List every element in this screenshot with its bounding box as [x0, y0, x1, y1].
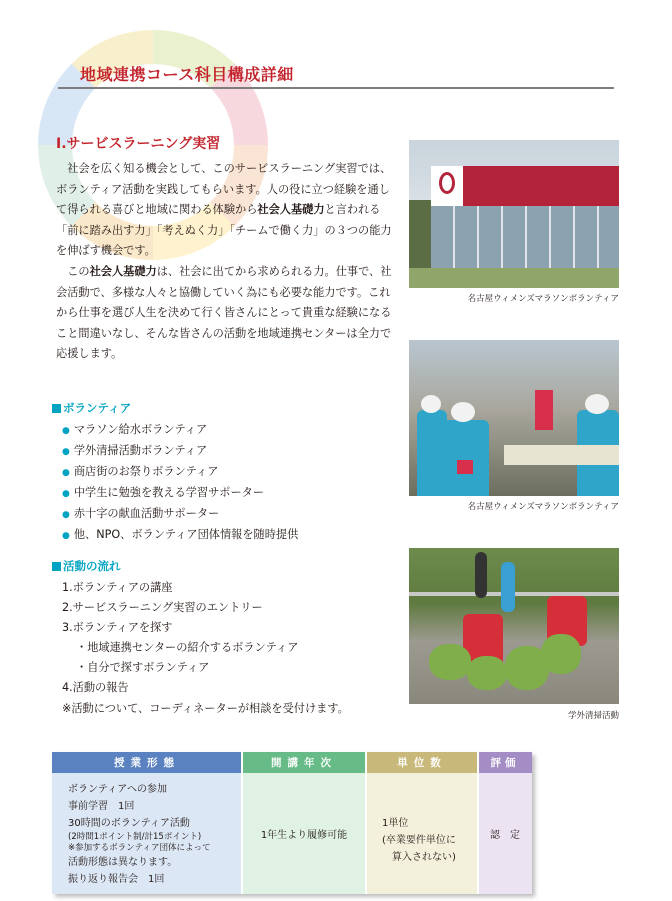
table-column-format [52, 752, 242, 894]
photo-cap [421, 395, 441, 413]
flow-heading-label: 活動の流れ [63, 559, 121, 573]
photo-trash-bag [541, 634, 581, 674]
table-column-year [242, 752, 366, 894]
bullet-dot-icon: ● [62, 510, 70, 521]
list-item [62, 504, 298, 525]
photo-armband [457, 460, 473, 474]
bullet-dot-icon: ● [62, 426, 70, 436]
credits-line: (卒業要件単位に [382, 835, 456, 846]
format-line-small: ※参加するボランティア団体によって [68, 843, 211, 853]
list-item [62, 462, 298, 483]
photo-caption-2: 名古屋ウィメンズマラソンボランティア [467, 502, 619, 512]
list-item [62, 483, 298, 504]
intro-paragraph-1 [56, 159, 396, 262]
photo-caption-1: 名古屋ウィメンズマラソンボランティア [467, 294, 619, 304]
photo-trash-bag [429, 644, 471, 680]
photo-glass-facade [431, 206, 619, 268]
format-line-small: (2時間1ポイント制/計15ポイント) [68, 832, 202, 842]
credits-line: 1単位 [382, 818, 409, 829]
marathon-volunteers-photo [409, 340, 619, 496]
photo-tree [409, 200, 433, 270]
table-header-credits: 単位数 [366, 752, 478, 773]
column-separator [365, 752, 367, 894]
table-header-year: 開講年次 [242, 752, 366, 773]
list-item-label: マラソン給水ボランティア [73, 423, 208, 436]
table-column-evaluation [478, 752, 532, 894]
table-column-credits [366, 752, 478, 894]
format-line: 事前学習 1回 [68, 801, 135, 812]
course-info-table [52, 752, 532, 894]
format-line: 30時間のボランティア活動 [68, 818, 190, 829]
flow-step: 1.ボランティアの講座 [62, 581, 173, 594]
bullet-dot-icon: ● [62, 447, 70, 458]
title-divider [58, 87, 614, 89]
flow-step: 3.ボランティアを探す [62, 621, 173, 635]
square-bullet-icon [52, 562, 61, 571]
list-item [62, 420, 298, 441]
volunteer-heading [52, 400, 131, 416]
table-cell-credits [366, 773, 478, 894]
flow-substep: ・地域連携センターの紹介するボランティア [76, 641, 299, 655]
table-header-format: 授業形態 [52, 752, 242, 773]
section-title: Ⅰ.サービスラーニング実習 [56, 136, 221, 152]
flow-step: 2.サービスラーニング実習のエントリー [62, 601, 263, 615]
intro-text [56, 159, 396, 365]
flow-list [62, 578, 349, 719]
credits-line: 算入されない) [392, 852, 456, 863]
volunteer-heading-label: ボランティア [63, 401, 132, 415]
intro-p2-text-b: は、社会に出てから求められる力。仕事で、社会活動で、多様な人々と協働していく為にも必要な能力です。これから仕事を選び人生を決めて行く皆さんにとって貴重な経験になること間違いなし、そんな皆さんの活動を地域連携センターは全力で応援します。 [56, 264, 392, 361]
list-item [62, 441, 298, 462]
format-line: ボランティアへの参加 [68, 784, 167, 795]
photo-caption-3: 学外清掃活動 [567, 711, 619, 721]
list-item-label: 赤十字の献血活動サポーター [73, 507, 220, 521]
flow-note: ※活動について、コーディネーターが相談を受付けます。 [62, 701, 349, 715]
bullet-dot-icon: ● [62, 468, 70, 479]
flow-step: 4.活動の報告 [62, 681, 129, 695]
year-value: 1年生より履修可能 [260, 830, 348, 841]
intro-p2-text-a: この [56, 264, 90, 278]
table-header-evaluation: 評価 [478, 752, 532, 773]
table-cell-year [242, 773, 366, 894]
list-item [62, 525, 298, 546]
page-title: 地域連携コース科目構成詳細 [80, 65, 294, 84]
photo-person-dark [475, 552, 487, 598]
photo-cap [585, 394, 609, 414]
square-bullet-icon [52, 404, 61, 413]
photo-volunteer [441, 420, 489, 496]
photo-trash-bag [467, 656, 507, 690]
photo-logo-mark [439, 172, 455, 194]
column-separator [477, 752, 479, 894]
photo-table [504, 445, 619, 465]
cleanup-photo [409, 548, 619, 704]
intro-p1-bold: 社会人基礎力 [257, 203, 325, 217]
column-separator [241, 752, 243, 894]
photo-runner [535, 390, 553, 430]
flow-substep: ・自分で探すボランティア [76, 661, 210, 675]
photo-cap [451, 402, 475, 422]
intro-paragraph-2 [56, 262, 396, 365]
intro-p1-text-a: 社会を広く知る機会として、このサービスラーニング実習では、ボランティア活動を実践してもらいます。人の役に立つ経験を通して得られる喜びと地域に関わる体験から [56, 162, 392, 217]
flow-heading [52, 558, 121, 574]
table-cell-evaluation [478, 773, 532, 894]
list-item-label: 他、NPO、ボランティア団体情報を随時提供 [73, 528, 299, 542]
list-item-label: 中学生に勉強を教える学習サポーター [73, 486, 265, 500]
intro-p1-text-b: と言われる「前に踏み出す力」「考えぬく力」「チームで働く力」の３つの能力を伸ばす機会です。 [56, 203, 392, 258]
bullet-dot-icon: ● [62, 489, 70, 500]
bullet-dot-icon: ● [62, 531, 70, 542]
volunteer-list [62, 420, 298, 547]
table-cell-format [52, 773, 242, 894]
marathon-building-photo [409, 140, 619, 288]
evaluation-value: 認 定 [490, 830, 520, 841]
intro-p2-bold: 社会人基礎力 [89, 264, 157, 278]
photo-ground [409, 268, 619, 288]
format-line: 振り返り報告会 1回 [68, 874, 165, 885]
format-line: 活動形態は異なります。 [68, 857, 178, 868]
list-item-label: 学外清掃活動ボランティア [73, 444, 208, 458]
photo-volunteer-blue [501, 562, 515, 612]
list-item-label: 商店街のお祭りボランティア [73, 465, 219, 479]
